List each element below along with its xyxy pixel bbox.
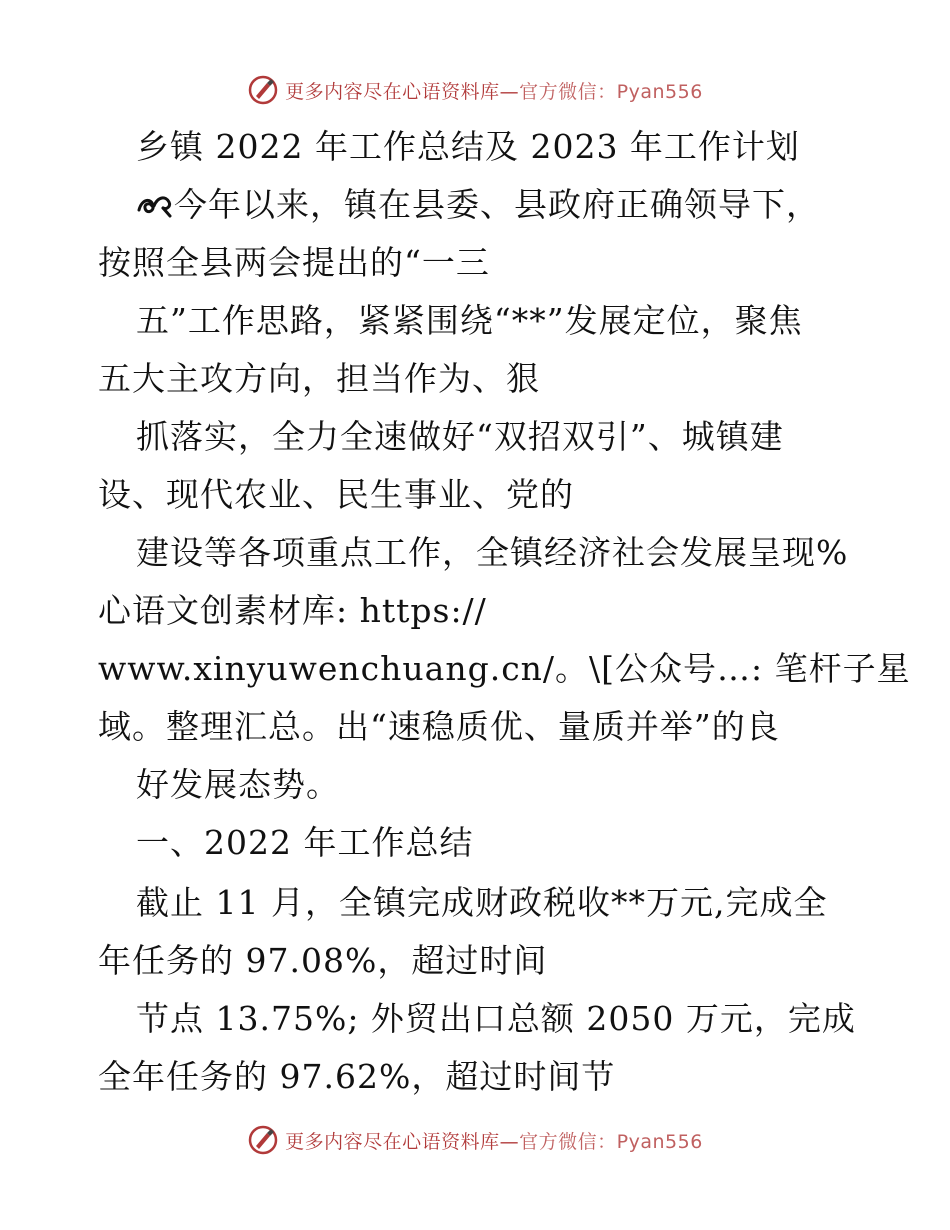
watermark-site-text: 更多内容尽在心语资料库— — [285, 80, 520, 103]
paragraph-line: 五”工作思路，紧紧围绕“**”发展定位，聚焦 — [136, 301, 803, 340]
brand-logo-icon — [247, 1124, 279, 1156]
paragraph-line — [136, 185, 820, 225]
section-heading: 一、2022 年工作总结 — [136, 823, 474, 862]
paragraph-line: 建设等各项重点工作，全镇经济社会发展呈现% — [136, 533, 849, 572]
source-line: 心语文创素材库: https:// — [98, 591, 487, 630]
paragraph-line: 按照全县两会提出的“一三 — [98, 243, 490, 282]
footer-watermark-banner — [0, 1120, 950, 1160]
paragraph-line: 抓落实，全力全速做好“双招双引”、城镇建 — [136, 417, 784, 456]
paragraph-line: 全年任务的 97.62%，超过时间节 — [98, 1057, 616, 1096]
paragraph-line: 设、现代农业、民生事业、党的 — [98, 475, 574, 514]
source-url-line: www.xinyuwenchuang.cn/。\[公众号…: 笔杆子星 — [98, 649, 911, 688]
paragraph-line: 截止 11 月，全镇完成财政税收**万元,完成全 — [136, 883, 828, 922]
watermark-wechat-text: 官方微信：Pyan556 — [519, 1130, 703, 1153]
paragraph-line: 域。整理汇总。出“速稳质优、量质并举”的良 — [98, 707, 780, 746]
paragraph-line: 年任务的 97.08%，超过时间 — [98, 941, 548, 980]
paragraph-line: 节点 13.75%; 外贸出口总额 2050 万元，完成 — [136, 999, 856, 1038]
paragraph-line: 五大主攻方向，担当作为、狠 — [98, 359, 540, 398]
watermark-text — [285, 1127, 703, 1154]
watermark-wechat-text: 官方微信：Pyan556 — [519, 80, 703, 103]
paragraph-text: 今年以来，镇在县委、县政府正确领导下， — [174, 185, 820, 224]
watermark-site-text: 更多内容尽在心语资料库— — [285, 1130, 520, 1153]
flourish-ornament-icon — [136, 190, 174, 220]
document-title: 乡镇 2022 年工作总结及 2023 年工作计划 — [136, 127, 800, 166]
paragraph-line: 好发展态势。 — [136, 765, 340, 804]
